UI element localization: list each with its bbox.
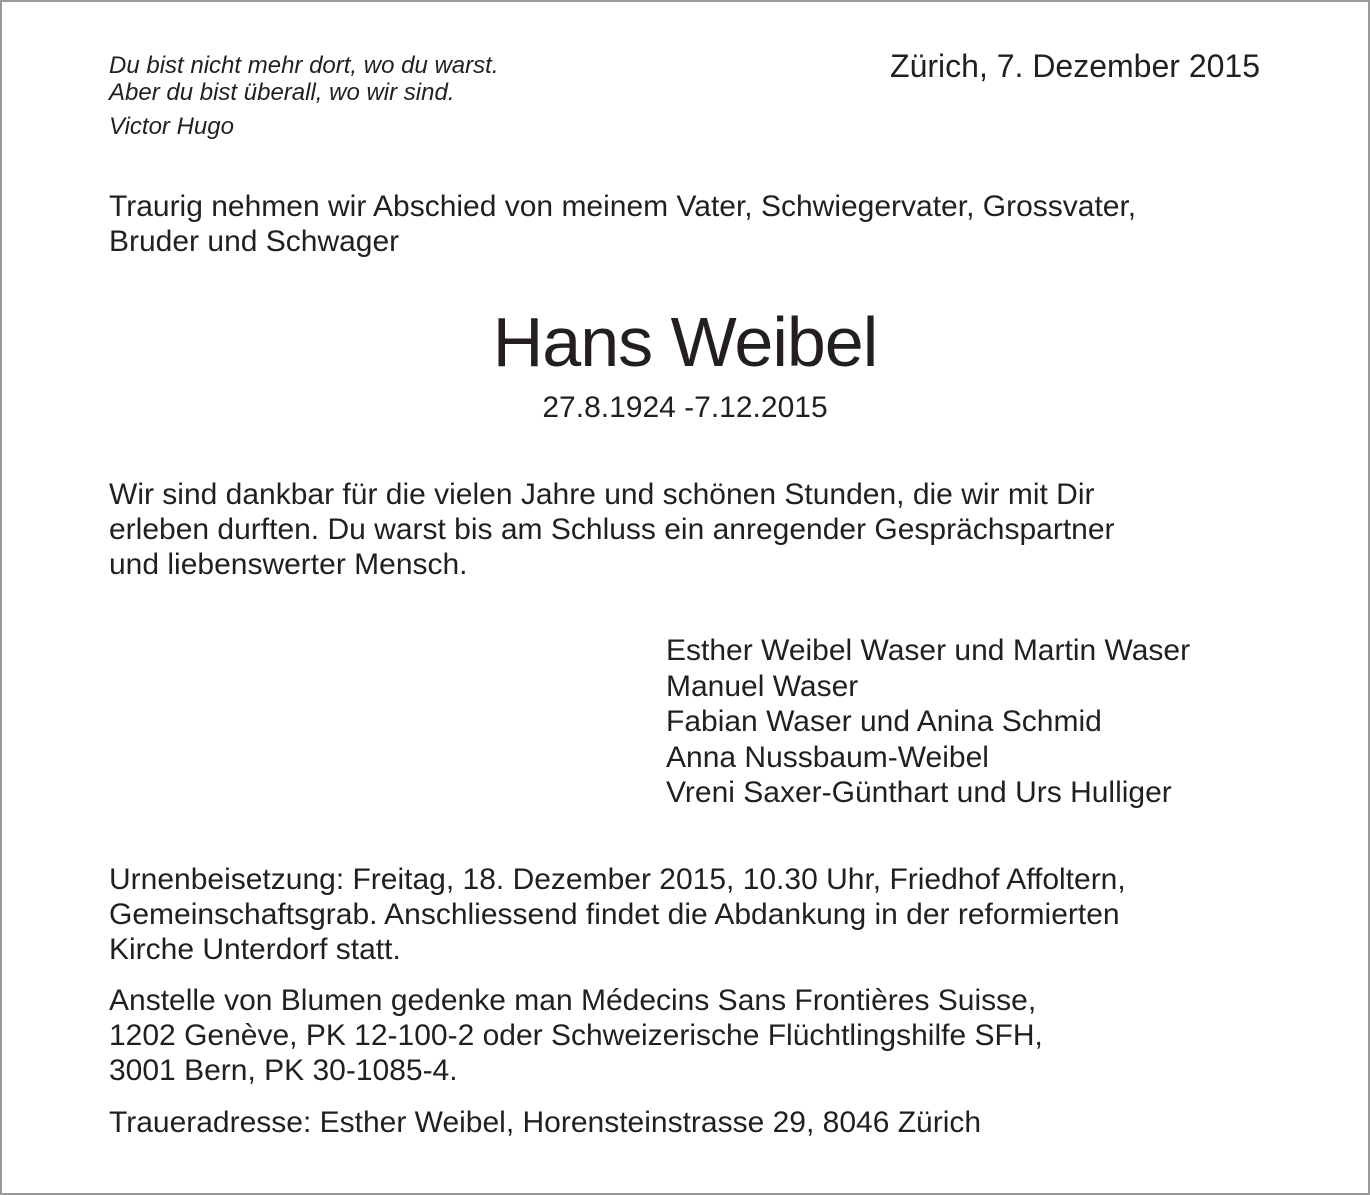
family-member: Vreni Saxer-Günthart und Urs Hulliger — [666, 776, 1172, 809]
burial-paragraph — [109, 862, 1126, 967]
intro-line-1: Traurig nehmen wir Abschied von meinem Vater, Schwiegervater, Grossvater, — [109, 190, 1137, 223]
burial-line: Urnenbeisetzung: Freitag, 18. Dezember 2015, 10.30 Uhr, Friedhof Affoltern, — [109, 863, 1126, 896]
family-member: Esther Weibel Waser und Martin Waser — [666, 634, 1191, 667]
burial-line: Kirche Unterdorf statt. — [109, 933, 401, 966]
deceased-name: Hans Weibel — [492, 303, 878, 381]
tribute-line: erleben durften. Du warst bis am Schluss ein anregender Gesprächspartner — [109, 513, 1115, 546]
quote-line-2: Aber du bist überall, wo wir sind. — [109, 79, 455, 106]
family-member: Fabian Waser und Anina Schmid — [666, 705, 1102, 738]
mourning-address: Traueradresse: Esther Weibel, Horensteinstrasse 29, 8046 Zürich — [109, 1106, 982, 1139]
deceased-dates: 27.8.1924 -7.12.2015 — [542, 391, 828, 424]
donation-line: 3001 Bern, PK 30-1085-4. — [109, 1054, 458, 1087]
quote-author: Victor Hugo — [109, 113, 234, 140]
burial-line: Gemeinschaftsgrab. Anschliessend findet die Abdankung in der reformierten — [109, 898, 1120, 931]
family-member: Manuel Waser — [666, 669, 859, 703]
tribute-line: und liebenswerter Mensch. — [109, 548, 468, 581]
family-member: Anna Nussbaum-Weibel — [666, 740, 989, 774]
tribute-paragraph — [109, 477, 1115, 582]
tribute-line: Wir sind dankbar für die vielen Jahre und schönen Stunden, die wir mit Dir — [109, 478, 1095, 511]
place-date: Zürich, 7. Dezember 2015 — [890, 48, 1260, 84]
donation-paragraph — [109, 983, 1043, 1088]
intro-line-2: Bruder und Schwager — [109, 225, 400, 258]
family-list — [666, 633, 1190, 811]
donation-line: 1202 Genève, PK 12-100-2 oder Schweizerische Flüchtlingshilfe SFH, — [109, 1019, 1043, 1052]
quote-line-1: Du bist nicht mehr dort, wo du warst. — [109, 52, 499, 79]
donation-line: Anstelle von Blumen gedenke man Médecins Sans Frontières Suisse, — [109, 984, 1037, 1017]
